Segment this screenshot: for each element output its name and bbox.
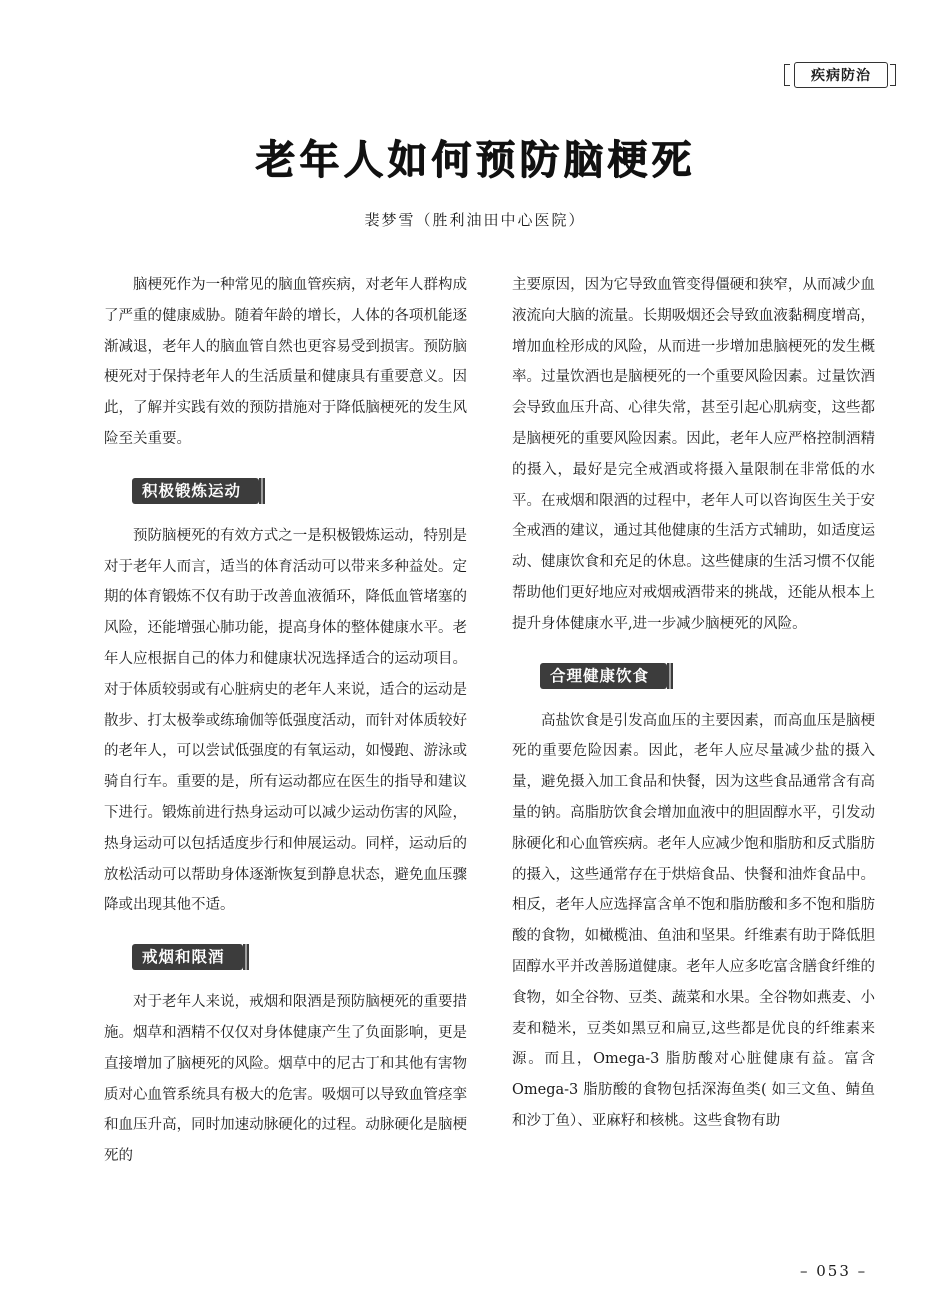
smoking-alcohol-paragraph-start: 对于老年人来说，戒烟和限酒是预防脑梗死的重要措施。烟草和酒精不仅仅对身体健康产生了负面影响，更是直接增加了脑梗死的风险。烟草中的尼古丁和其他有害物质对心血管系统具有极大的危害。吸烟可以导致血管痉挛和血压升高，同时加速动脉硬化的过程。动脉硬化是脑梗死的 bbox=[104, 994, 467, 1165]
article-byline: 裴梦雪（胜利油田中心医院） bbox=[364, 211, 586, 229]
tag-bracket-right-decoration bbox=[890, 64, 896, 86]
article-title: 老年人如何预防脑梗死 bbox=[255, 137, 695, 183]
diet-paragraph: 高盐饮食是引发高血压的主要因素，而高血压是脑梗死的重要危险因素。因此，老年人应尽量减少盐的摄入量，避免摄入加工食品和快餐，因为这些食品通常含有高量的钠。高脂肪饮食会增加血液中的胆固醇水平，引发动脉硬化和心血管疾病。老年人应减少饱和脂肪和反式脂肪的摄入，这些通常存在于烘焙食品、快餐和油炸食品中。相反，老年人应选择富含单不饱和脂肪酸和多不饱和脂肪酸的食物，如橄榄油、鱼油和坚果。纤维素有助于降低胆固醇水平并改善肠道健康。老年人应多吃富含膳食纤维的食物，如全谷物、豆类、蔬菜和水果。全谷物如燕麦、小麦和糙米，豆类如黑豆和扁豆,这些都是优良的纤维素来源。而且，Omega-3 脂肪酸对心脏健康有益。富含 Omega-3 脂肪酸的食物包括深海鱼类( 如三文鱼、鲭鱼和沙丁鱼）、亚麻籽和核桃。这些食物有助 bbox=[512, 712, 875, 1129]
section-heading-smoking-alcohol: 戒烟和限酒 bbox=[132, 944, 243, 970]
page-number: – 053 – bbox=[800, 1262, 868, 1280]
section-tag: 疾病防治 bbox=[794, 62, 888, 88]
left-column bbox=[104, 270, 467, 1172]
section-heading-diet: 合理健康饮食 bbox=[540, 663, 667, 689]
right-column bbox=[512, 270, 875, 1137]
intro-paragraph: 脑梗死作为一种常见的脑血管疾病，对老年人群构成了严重的健康威胁。随着年龄的增长，人体的各项机能逐渐减退，老年人的脑血管自然也更容易受到损害。预防脑梗死对于保持老年人的生活质量和健康具有重要意义。因此，了解并实践有效的预防措施对于降低脑梗死的发生风险至关重要。 bbox=[104, 277, 467, 447]
tag-bracket-left-decoration bbox=[784, 64, 790, 86]
smoking-alcohol-paragraph-continued: 主要原因，因为它导致血管变得僵硬和狭窄，从而减少血液流向大脑的流量。长期吸烟还会导致血液黏稠度增高，增加血栓形成的风险，从而进一步增加患脑梗死的发生概率。过量饮酒也是脑梗死的一个重要风险因素。过量饮酒会导致血压升高、心律失常，甚至引起心肌病变，这些都是脑梗死的重要风险因素。因此，老年人应严格控制酒精的摄入，最好是完全戒酒或将摄入量限制在非常低的水平。在戒烟和限酒的过程中，老年人可以咨询医生关于安全戒酒的建议，通过其他健康的生活方式辅助，如适度运动、健康饮食和充足的休息。这些健康的生活习惯不仅能帮助他们更好地应对戒烟戒酒带来的挑战，还能从根本上提升身体健康水平,进一步减少脑梗死的风险。 bbox=[512, 277, 875, 632]
section-heading-exercise: 积极锻炼运动 bbox=[132, 478, 259, 504]
exercise-paragraph: 预防脑梗死的有效方式之一是积极锻炼运动，特别是对于老年人而言，适当的体育活动可以带来多种益处。定期的体育锻炼不仅有助于改善血液循环，降低血管堵塞的风险，还能增强心肺功能，提高身体的整体健康水平。老年人应根据自己的体力和健康状况选择适合的运动项目。对于体质较弱或有心脏病史的老年人来说，适合的运动是散步、打太极拳或练瑜伽等低强度活动，而针对体质较好的老年人，可以尝试低强度的有氧运动，如慢跑、游泳或骑自行车。重要的是，所有运动都应在医生的指导和建议下进行。锻炼前进行热身运动可以减少运动伤害的风险，热身运动可以包括适度步行和伸展运动。同样，运动后的放松活动可以帮助身体逐渐恢复到静息状态，避免血压骤降或出现其他不适。 bbox=[104, 527, 467, 914]
